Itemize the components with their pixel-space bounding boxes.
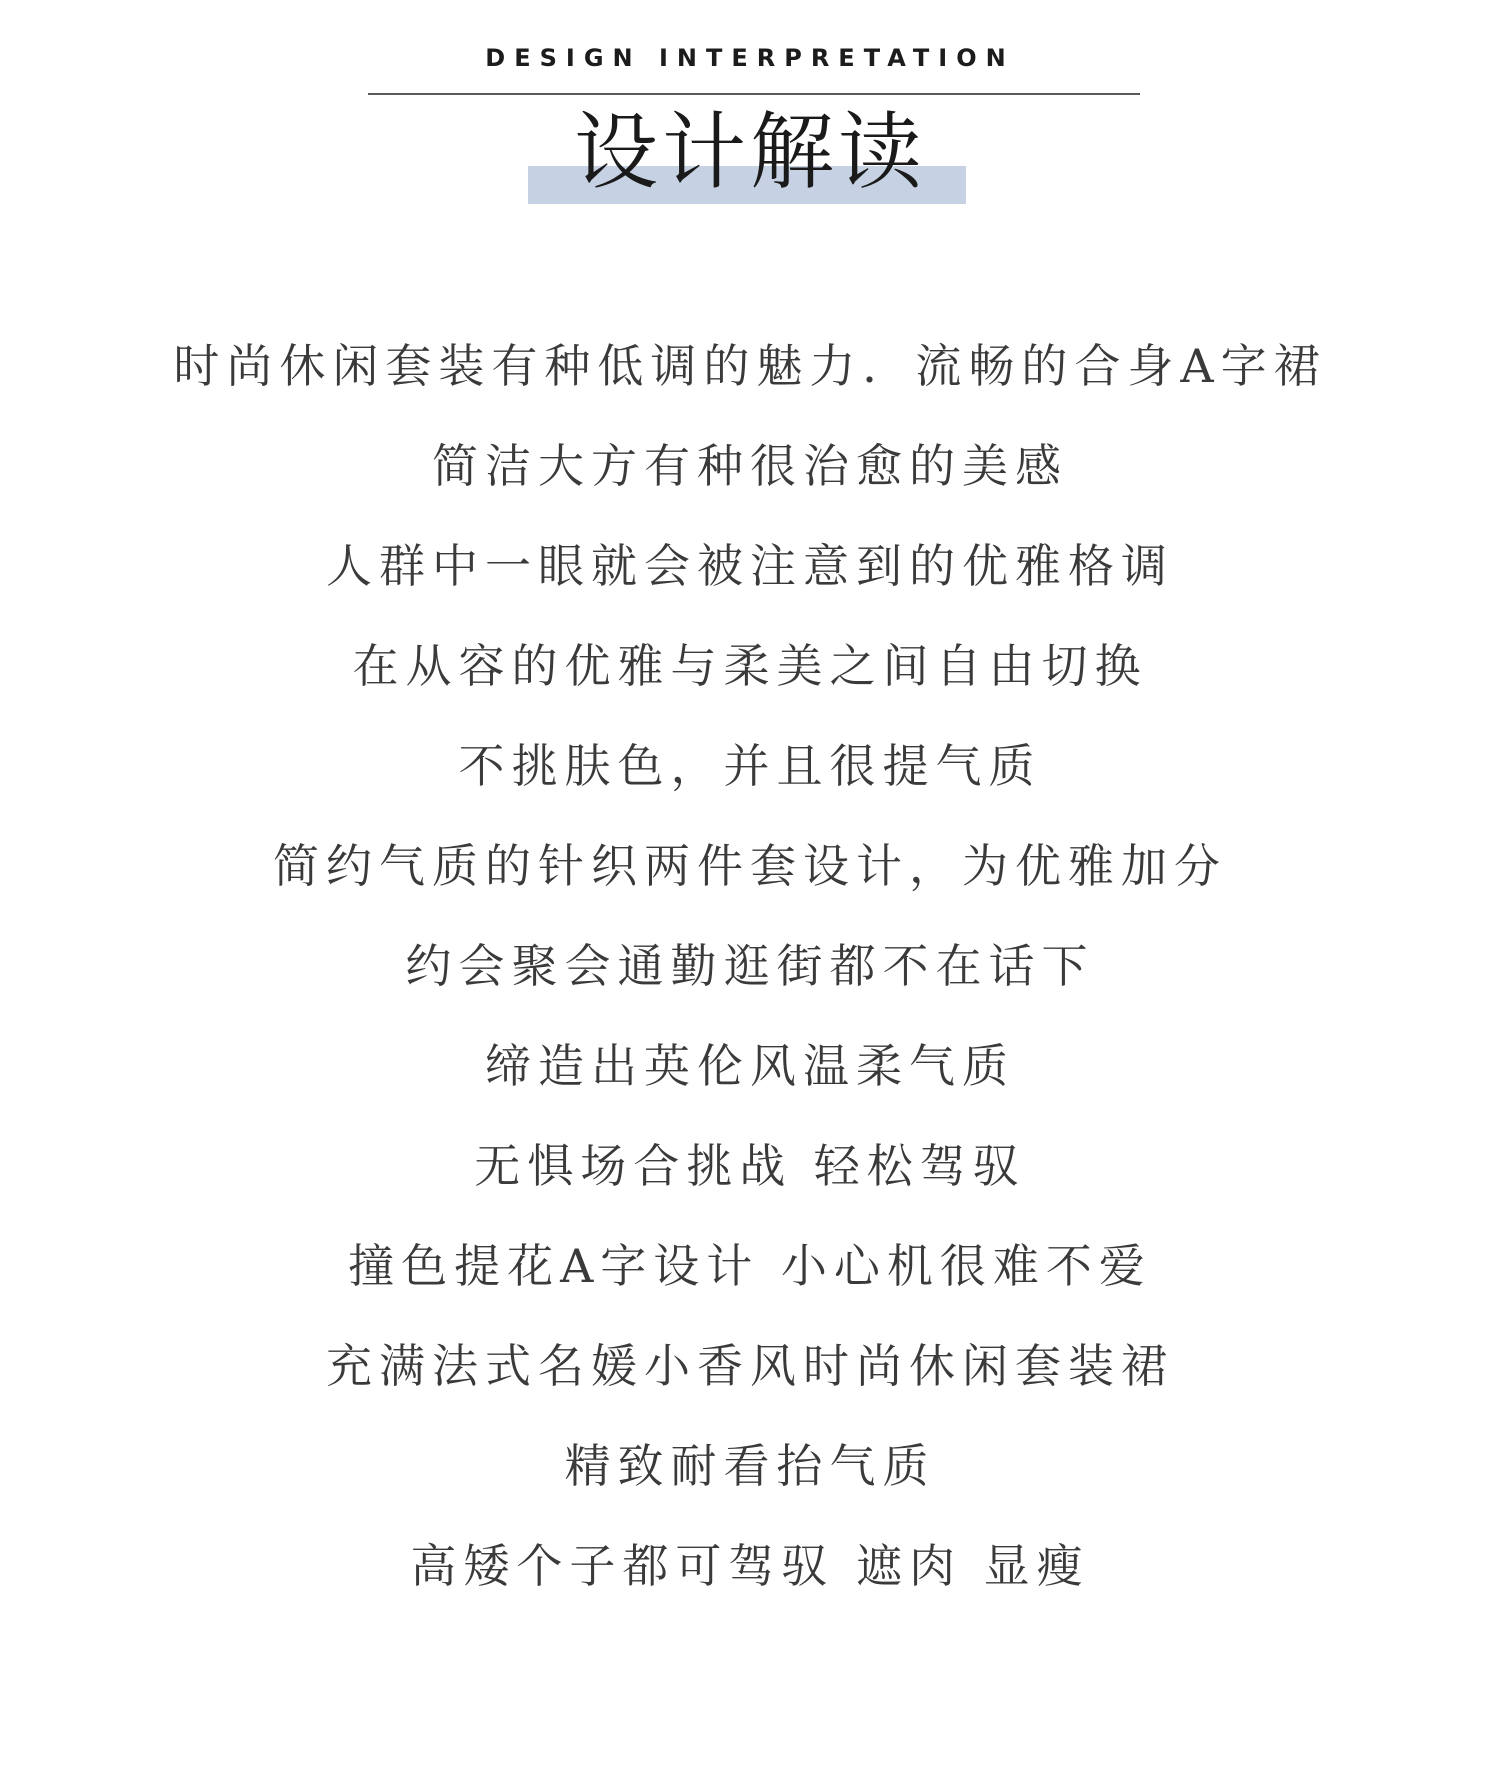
description-line: 时尚休闲套装有种低调的魅力．流畅的合身A字裙: [173, 339, 1327, 393]
description-list: [0, 316, 1500, 1616]
description-line: 精致耐看抬气质: [564, 1439, 936, 1493]
section-title: 设计解读: [573, 103, 926, 201]
description-line: 缔造出英伦风温柔气质: [485, 1039, 1015, 1093]
description-line: 撞色提花A字设计 小心机很难不爱: [348, 1239, 1152, 1293]
description-line: 在从容的优雅与柔美之间自由切换: [352, 639, 1148, 693]
description-line: 约会聚会通勤逛街都不在话下: [405, 939, 1095, 993]
description-line: 简约气质的针织两件套设计，为优雅加分: [273, 839, 1227, 893]
description-line: 简洁大方有种很治愈的美感: [432, 439, 1068, 493]
header-divider: [368, 93, 1140, 95]
description-line: 人群中一眼就会被注意到的优雅格调: [326, 539, 1174, 593]
description-line: 无惧场合挑战 轻松驾驭: [474, 1139, 1026, 1193]
description-line: 高矮个子都可驾驭 遮肉 显瘦: [410, 1539, 1090, 1593]
section-eyebrow: DESIGN INTERPRETATION: [485, 44, 1015, 72]
description-line: 充满法式名媛小香风时尚休闲套装裙: [326, 1339, 1174, 1393]
section-header: [0, 0, 1500, 220]
description-line: 不挑肤色，并且很提气质: [458, 739, 1042, 793]
